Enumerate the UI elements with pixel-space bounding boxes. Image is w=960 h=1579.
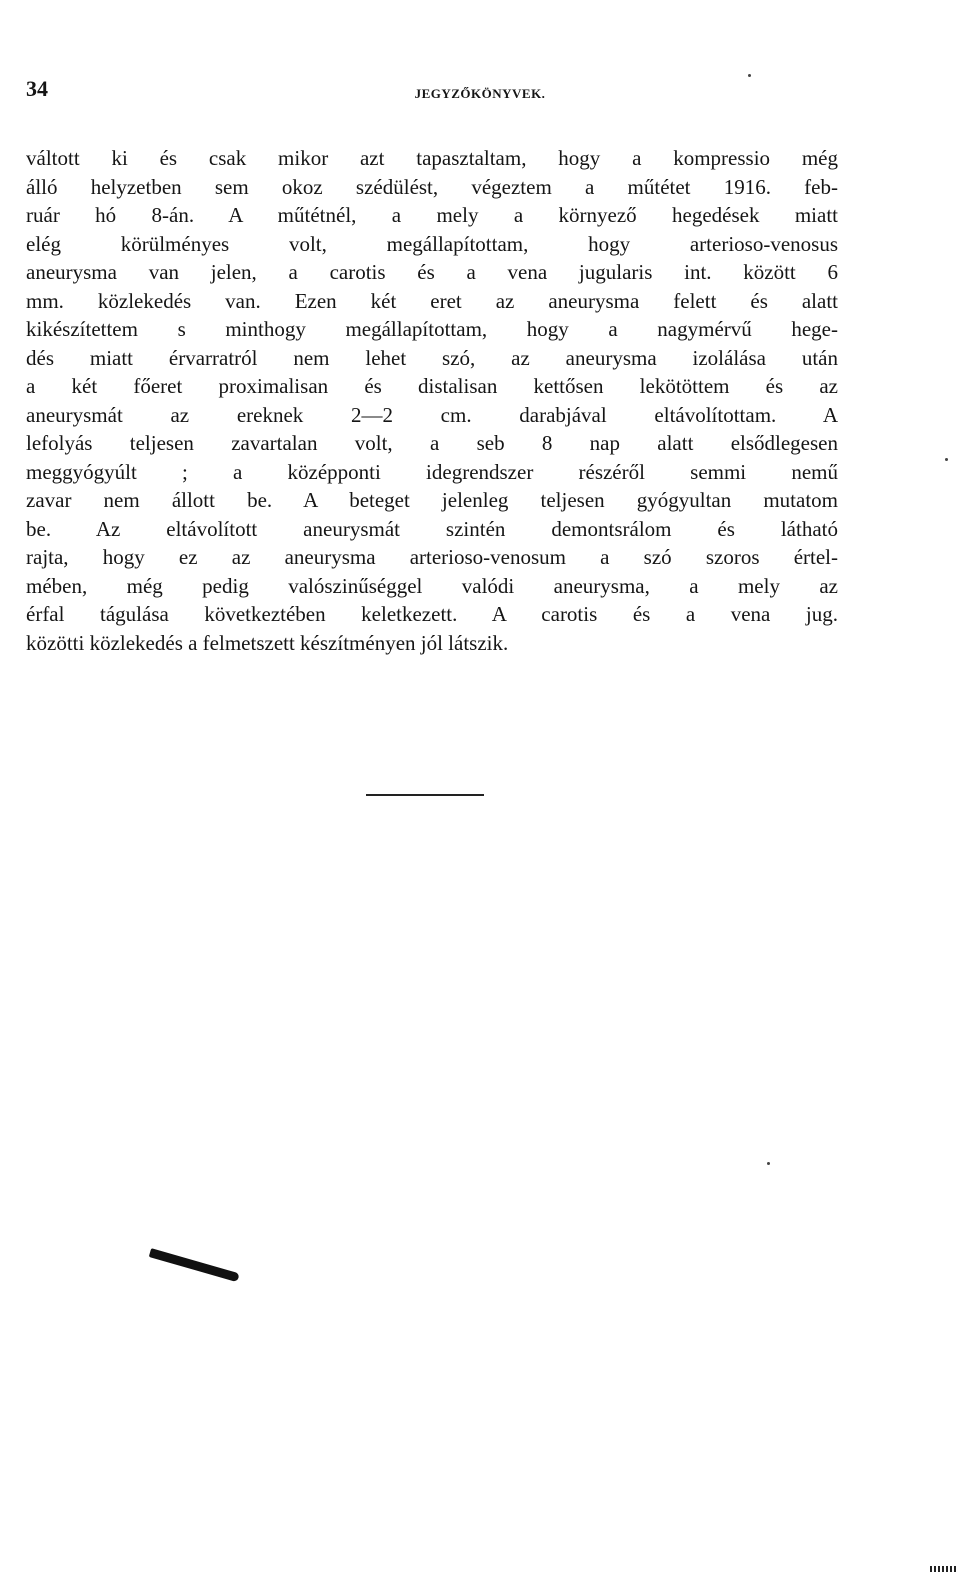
ink-smudge [149, 1248, 240, 1282]
text-line: aneurysmát az ereknek 2—2 cm. darabjával eltávolítottam. A [26, 402, 838, 427]
text-line: közötti közlekedés a felmetszett készítményen jól látszik. [26, 630, 509, 655]
text-line: váltott ki és csak mikor azt tapasztaltam, hogy a kompressio még [26, 146, 838, 170]
dust-speck [767, 1162, 770, 1165]
text-line: be. Az eltávolított aneurysmát szintén demontsrálom és látható [26, 516, 838, 541]
text-line: ruár hó 8-án. A műtétnél, a mely a környező hegedések miatt [26, 203, 838, 227]
text-line: álló helyzetben sem okoz szédülést, végeztem a műtétet 1916. feb- [26, 174, 838, 199]
text-line: zavar nem állott be. A beteget jelenleg teljesen gyógyultan mutatom [26, 488, 838, 512]
text-line: érfal tágulása következtében keletkezett. A carotis és a vena jug. [26, 602, 838, 626]
text-line: rajta, hogy ez az aneurysma arterioso-venosum a szó szoros értel- [26, 545, 838, 569]
text-line: dés miatt érvarratról nem lehet szó, az aneurysma izolálása után [26, 345, 838, 370]
text-line: aneurysma van jelen, a carotis és a vena jugularis int. között 6 [26, 260, 838, 284]
scan-artifact [930, 1566, 956, 1572]
section-separator [366, 794, 484, 796]
text-line: mében, még pedig valószinűséggel valódi aneurysma, a mely az [26, 573, 838, 598]
dust-speck [945, 458, 948, 461]
text-line: kikészítettem s minthogy megállapítottam, hogy a nagymérvű hege- [26, 317, 838, 341]
text-line: elég körülményes volt, megállapítottam, hogy arterioso-venosus [26, 231, 838, 256]
text-line: meggyógyúlt ; a középponti idegrendszer részéről semmi nemű [26, 459, 838, 484]
body-paragraph [26, 144, 838, 657]
text-line: mm. közlekedés van. Ezen két eret az aneurysma felett és alatt [26, 288, 838, 313]
dust-speck [748, 74, 751, 77]
text-line: a két főeret proximalisan és distalisan kettősen lekötöttem és az [26, 374, 838, 398]
running-head: JEGYZŐKÖNYVEK. [414, 86, 546, 101]
text-line: lefolyás teljesen zavartalan volt, a seb 8 nap alatt elsődlegesen [26, 431, 838, 455]
page-number: 34 [26, 76, 48, 101]
